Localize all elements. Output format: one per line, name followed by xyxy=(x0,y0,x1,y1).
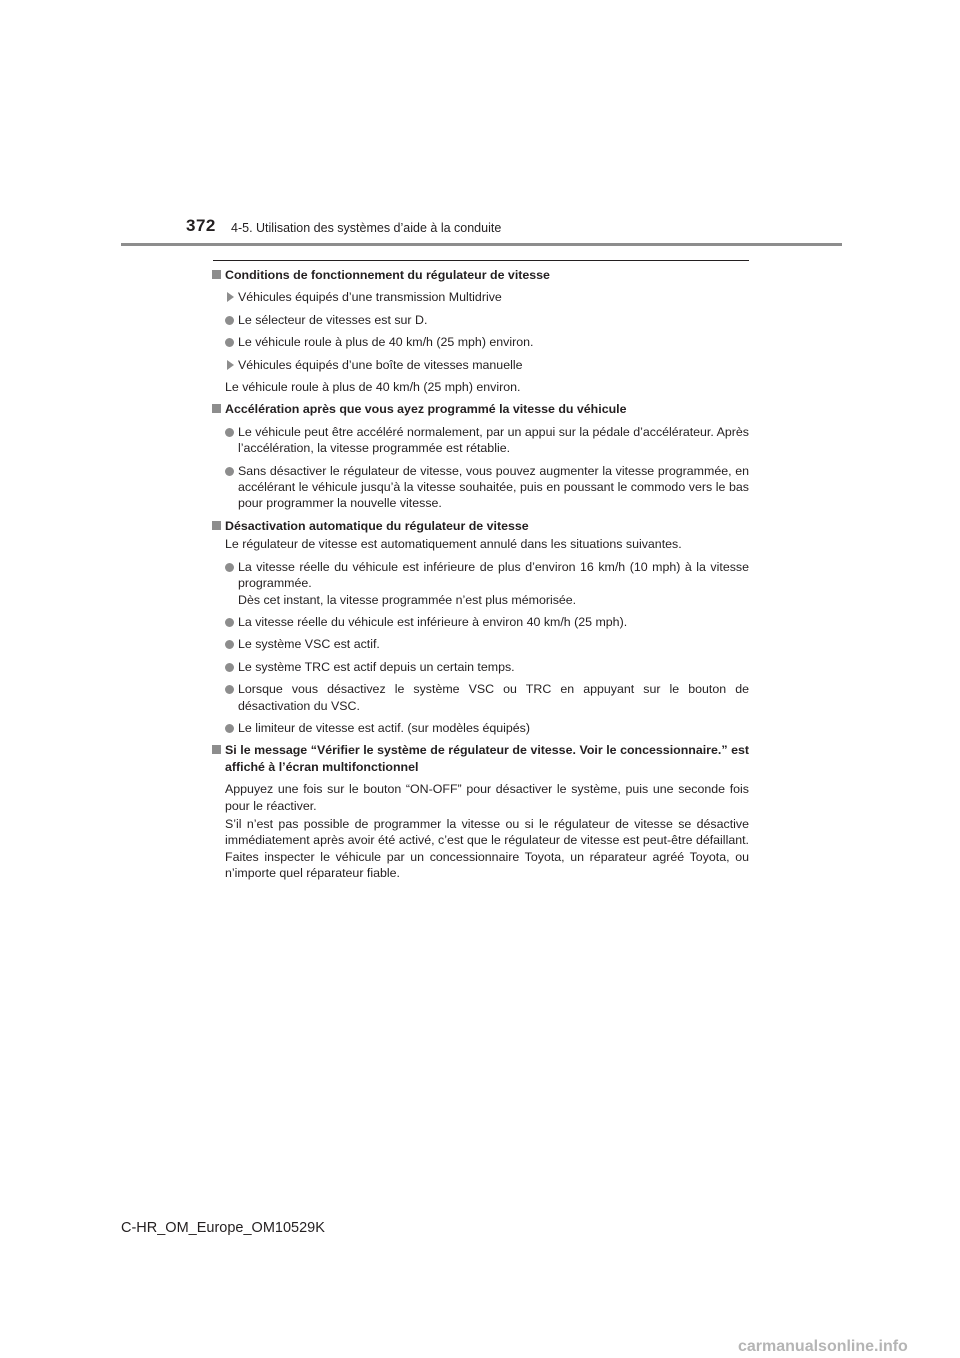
circle-bullet-icon xyxy=(225,563,234,572)
list-item-text: Le système VSC est actif. xyxy=(238,637,380,652)
list-item-text: Le sélecteur de vitesses est sur D. xyxy=(238,312,428,327)
paragraph: S’il n’est pas possible de programmer la vitesse ou si le régulateur de vitesse se désactive immédiatement après avoir été activé, c’est que le régulateur de vitesse est peut-être défaillant. Faites inspecter le véhicule par un concessionnaire Toyota, un réparateur agréé Toyota, ou n’importe quel réparateur fiable. xyxy=(225,816,749,881)
label-text: Véhicules équipés d’une transmission Multidrive xyxy=(238,290,502,305)
list-item xyxy=(212,614,749,630)
heading-conditions xyxy=(212,267,749,283)
circle-bullet-icon xyxy=(225,618,234,627)
square-bullet-icon xyxy=(212,745,221,754)
list-item xyxy=(212,463,749,512)
label-text: Véhicules équipés d’une boîte de vitesses manuelle xyxy=(238,357,523,372)
list-item xyxy=(212,720,749,736)
list-item-text: Le véhicule peut être accéléré normalement, par un appui sur la pédale d’accélérateur. Après l’accélération, la vitesse programmée est rétablie. xyxy=(238,424,749,456)
circle-bullet-icon xyxy=(225,663,234,672)
list-item-text: Le système TRC est actif depuis un certain temps. xyxy=(238,659,515,674)
circle-bullet-icon xyxy=(225,316,234,325)
triangle-arrow-icon xyxy=(227,360,234,370)
circle-bullet-icon xyxy=(225,640,234,649)
list-item xyxy=(212,636,749,652)
page-number: 372 xyxy=(186,216,216,235)
list-item xyxy=(212,681,749,714)
list-item-text: La vitesse réelle du véhicule est inférieure à environ 40 km/h (25 mph). xyxy=(238,614,628,629)
heading-text: Conditions de fonctionnement du régulateur de vitesse xyxy=(225,268,550,282)
paragraph: Le régulateur de vitesse est automatiquement annulé dans les situations suivantes. xyxy=(225,537,682,552)
document-code: C-HR_OM_Europe_OM10529K xyxy=(121,1220,325,1236)
list-item-text: Lorsque vous désactivez le système VSC ou TRC en appuyant sur le bouton de désactivation du VSC. xyxy=(238,682,749,713)
square-bullet-icon xyxy=(212,404,221,413)
page-header xyxy=(0,0,960,250)
circle-bullet-icon xyxy=(225,338,234,347)
watermark: carmanualsonline.info xyxy=(738,1338,908,1355)
heading-acceleration xyxy=(212,401,749,417)
square-bullet-icon xyxy=(212,270,221,279)
list-item-text: La vitesse réelle du véhicule est inférieure de plus d’environ 16 km/h (10 mph) à la vitesse programmée. xyxy=(238,559,749,591)
list-item xyxy=(212,659,749,675)
circle-bullet-icon xyxy=(225,685,234,694)
heading-auto-cancel xyxy=(212,518,749,534)
page-content xyxy=(212,267,749,882)
list-item xyxy=(212,334,749,350)
vehicle-type-label xyxy=(212,357,749,373)
heading-text: Si le message “Vérifier le système de régulateur de vitesse. Voir le concessionnaire.” est affiché à l’écran multifonctionnel xyxy=(225,743,749,774)
heading-text: Accélération après que vous ayez programmé la vitesse du véhicule xyxy=(225,402,627,417)
list-item xyxy=(212,559,749,608)
circle-bullet-icon xyxy=(225,724,234,733)
list-item-text: Sans désactiver le régulateur de vitesse, vous pouvez augmenter la vitesse programmée, en accélérant le véhicule jusqu’à la vitesse souhaitée, puis en poussant le commodo vers le bas pour programmer la nouvelle vitesse. xyxy=(238,463,749,511)
paragraph: Le véhicule roule à plus de 40 km/h (25 mph) environ. xyxy=(225,380,521,395)
list-item-text: Le limiteur de vitesse est actif. (sur modèles équipés) xyxy=(238,720,530,735)
circle-bullet-icon xyxy=(225,467,234,476)
list-item xyxy=(212,312,749,328)
circle-bullet-icon xyxy=(225,428,234,437)
heading-message xyxy=(212,742,749,775)
list-item-subtext: Dès cet instant, la vitesse programmée n’est plus mémorisée. xyxy=(238,592,577,607)
paragraph: Appuyez une fois sur le bouton “ON-OFF” pour désactiver le système, puis une seconde fois pour le réactiver. xyxy=(225,782,749,813)
triangle-arrow-icon xyxy=(227,292,234,302)
heading-text: Désactivation automatique du régulateur de vitesse xyxy=(225,518,529,533)
square-bullet-icon xyxy=(212,521,221,530)
vehicle-type-label xyxy=(212,289,749,305)
list-item-text: Le véhicule roule à plus de 40 km/h (25 mph) environ. xyxy=(238,335,534,350)
section-title: 4-5. Utilisation des systèmes d’aide à la conduite xyxy=(231,221,502,235)
content-top-rule xyxy=(213,260,749,261)
header-rule xyxy=(121,243,842,246)
list-item xyxy=(212,424,749,457)
